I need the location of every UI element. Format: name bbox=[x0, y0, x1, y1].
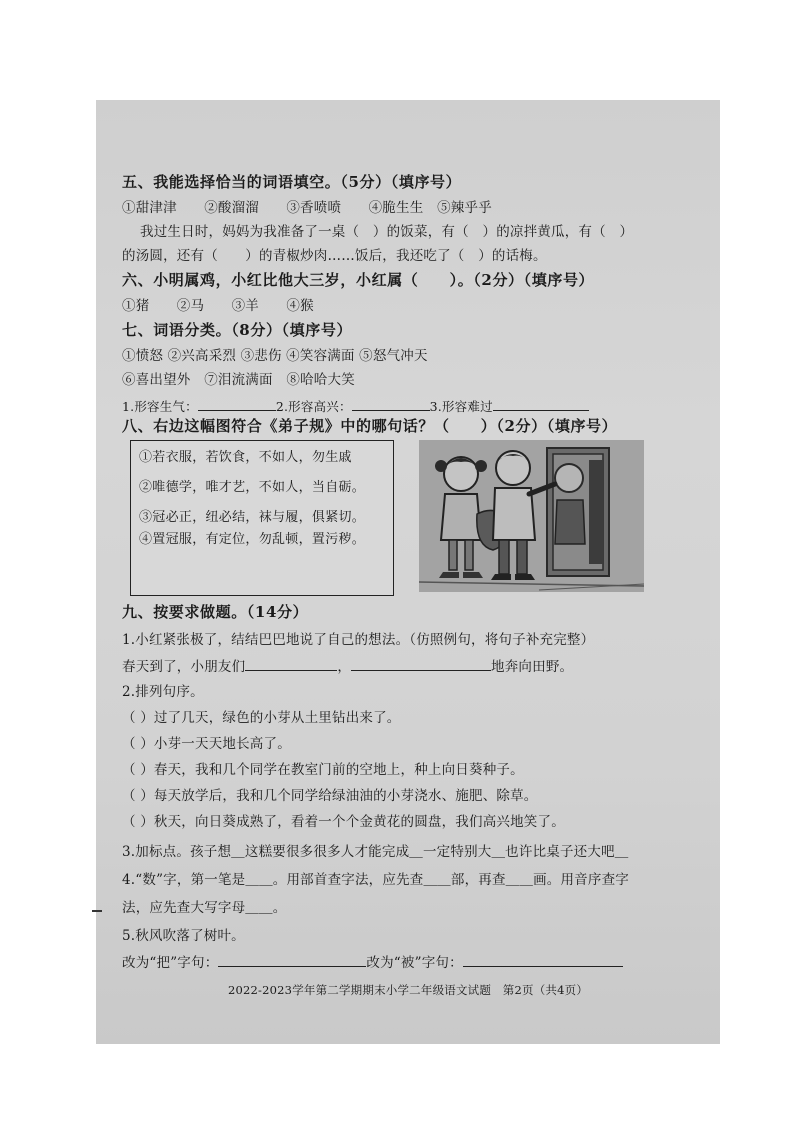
quote-option: ①若衣服，若饮食，不如人，勿生戚 bbox=[139, 450, 352, 465]
margin-mark bbox=[92, 910, 102, 912]
section5-paragraph-line2: 的汤圆，还有（ ）的青椒炒肉……饭后，我还吃了（ ）的话梅。 bbox=[122, 248, 547, 264]
page-footer: 2022-2023学年第二学期期末小学二年级语文试题 第2页（共4页） bbox=[227, 983, 589, 997]
section5-paragraph-line1: 我过生日时，妈妈为我准备了一桌（ ）的饭菜，有（ ）的凉拌黄瓜，有（ ） bbox=[140, 224, 634, 240]
q2-instruction: 2.排列句序。 bbox=[122, 684, 204, 700]
order-item: （ ）每天放学后，我和几个同学给绿油油的小芽浇水、施肥、除草。 bbox=[122, 788, 538, 804]
illustration-children-svg bbox=[419, 440, 644, 592]
section7-title: 七、词语分类。（8分）（填序号） bbox=[122, 321, 353, 339]
category-happy-blank[interactable] bbox=[352, 396, 430, 411]
category-happy-label: 2.形容高兴： bbox=[275, 399, 352, 414]
section5-options: ①甜津津 ②酸溜溜 ③香喷喷 ④脆生生 ⑤辣乎乎 bbox=[122, 200, 492, 216]
q4-line2: 法，应先查大写字母＿＿。 bbox=[122, 900, 287, 916]
q1-sentence-comma: ， bbox=[337, 659, 352, 675]
quote-options-box bbox=[130, 440, 394, 596]
section5-title: 五、我能选择恰当的词语填空。（5分）（填序号） bbox=[122, 173, 462, 191]
section8-title: 八、右边这幅图符合《弟子规》中的哪句话？（ ）（2分）（填序号） bbox=[122, 417, 618, 435]
q1-blank-2[interactable] bbox=[351, 656, 491, 671]
quote-option: ②唯德学，唯才艺，不如人，当自砺。 bbox=[139, 480, 366, 495]
section7-options-line1: ①愤怒 ②兴高采烈 ③悲伤 ④笑容满面 ⑤怒气冲天 bbox=[122, 348, 428, 364]
q4-line1: 4.“数”字，第一笔是＿＿。用部首查字法，应先查＿＿部，再查＿＿画。用音序查字 bbox=[122, 872, 629, 888]
q5-bei-label: 改为“被”字句： bbox=[366, 955, 463, 971]
order-item: （ ）过了几天，绿色的小芽从土里钻出来了。 bbox=[122, 710, 401, 726]
section6-options: ①猪 ②马 ③羊 ④猴 bbox=[122, 298, 314, 314]
order-item: （ ）春天，我和几个同学在教室门前的空地上，种上向日葵种子。 bbox=[122, 762, 524, 778]
category-sad-label: 3.形容难过 bbox=[429, 399, 493, 414]
exam-page bbox=[96, 100, 720, 1044]
q5-ba-label: 改为“把”字句： bbox=[122, 955, 219, 971]
category-angry-blank[interactable] bbox=[198, 396, 276, 411]
q5-rewrite bbox=[122, 952, 623, 973]
category-sad-blank[interactable] bbox=[493, 396, 589, 411]
section7-options-line2: ⑥喜出望外 ⑦泪流满面 ⑧哈哈大笑 bbox=[122, 372, 355, 388]
q1-sentence-end: 地奔向田野。 bbox=[491, 659, 574, 675]
q1-sentence-start: 春天到了，小朋友们 bbox=[122, 659, 246, 675]
q5-bei-blank[interactable] bbox=[463, 952, 623, 967]
quote-option: ④置冠服，有定位，勿乱顿，置污秽。 bbox=[139, 532, 366, 547]
quote-option: ③冠必正，纽必结，袜与履，俱紧切。 bbox=[139, 510, 366, 525]
category-angry-label: 1.形容生气： bbox=[122, 399, 198, 414]
q5-sentence: 5.秋风吹落了树叶。 bbox=[122, 928, 245, 944]
q1-blank-1[interactable] bbox=[245, 656, 337, 671]
q5-ba-blank[interactable] bbox=[218, 952, 366, 967]
order-item: （ ）秋天，向日葵成熟了，看着一个个金黄花的圆盘，我们高兴地笑了。 bbox=[122, 814, 565, 830]
illustration-children-image bbox=[419, 440, 644, 592]
order-item: （ ）小芽一天天地长高了。 bbox=[122, 736, 291, 752]
q1-sentence bbox=[122, 656, 573, 677]
section9-title: 九、按要求做题。（14分） bbox=[122, 603, 309, 621]
section7-categories bbox=[122, 396, 589, 417]
q1-instruction: 1.小红紧张极了，结结巴巴地说了自己的想法。（仿照例句，将句子补充完整） bbox=[122, 632, 595, 648]
section6-title: 六、小明属鸡，小红比他大三岁，小红属（ ）。（2分）（填序号） bbox=[122, 271, 595, 289]
q3-punctuation: 3.加标点。孩子想＿这糕要很多很多人才能完成＿一定特别大＿也许比桌子还大吧＿ bbox=[122, 844, 629, 860]
